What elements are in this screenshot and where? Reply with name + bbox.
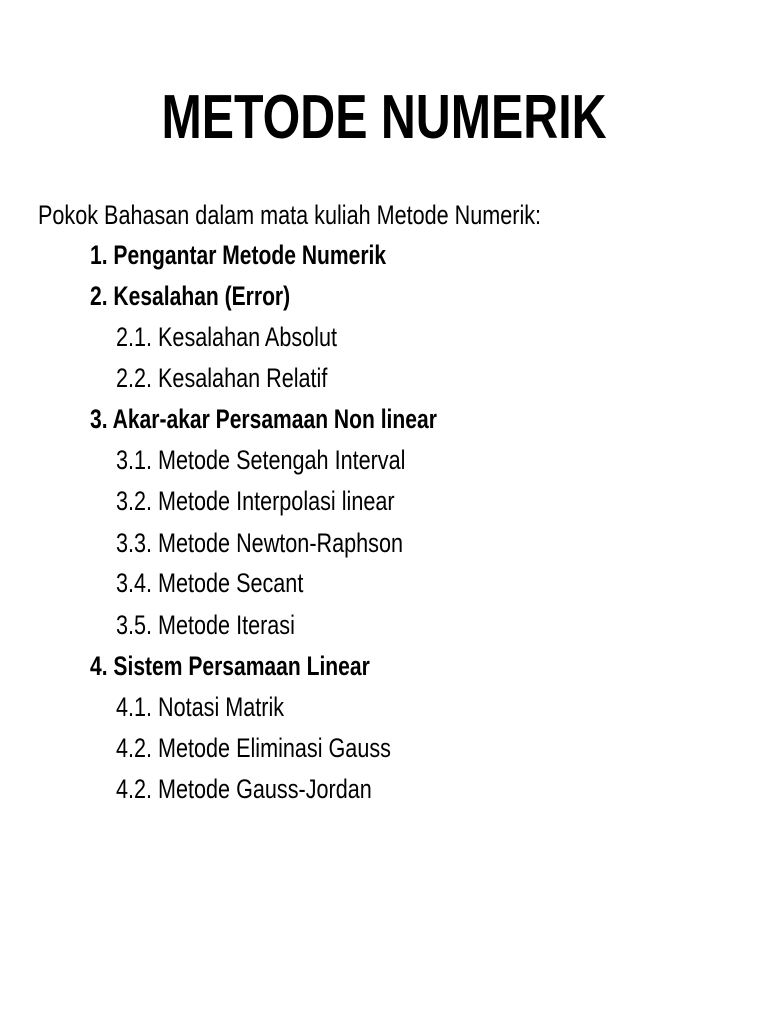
outline-item-4-3: 4.2. Metode Gauss-Jordan	[116, 774, 372, 804]
outline-item-2: 2. Kesalahan (Error)	[90, 281, 291, 311]
outline-item-2-2: 2.2. Kesalahan Relatif	[116, 363, 328, 393]
page-title: METODE NUMERIK	[161, 83, 607, 152]
outline-item-3-1: 3.1. Metode Setengah Interval	[116, 445, 406, 475]
outline-item-4-1: 4.1. Notasi Matrik	[116, 692, 285, 722]
outline-item-3-4: 3.4. Metode Secant	[116, 568, 304, 598]
intro-text: Pokok Bahasan dalam mata kuliah Metode Numerik:	[38, 200, 542, 230]
outline-item-4: 4. Sistem Persamaan Linear	[90, 651, 370, 681]
outline-item-3: 3. Akar-akar Persamaan Non linear	[90, 404, 437, 434]
outline-item-2-1: 2.1. Kesalahan Absolut	[116, 322, 337, 352]
outline-item-3-2: 3.2. Metode Interpolasi linear	[116, 486, 395, 516]
outline-item-1: 1. Pengantar Metode Numerik	[90, 240, 387, 270]
outline-item-3-5: 3.5. Metode Iterasi	[116, 610, 295, 640]
outline-item-4-2: 4.2. Metode Eliminasi Gauss	[116, 733, 391, 763]
outline-item-3-3: 3.3. Metode Newton-Raphson	[116, 528, 403, 558]
